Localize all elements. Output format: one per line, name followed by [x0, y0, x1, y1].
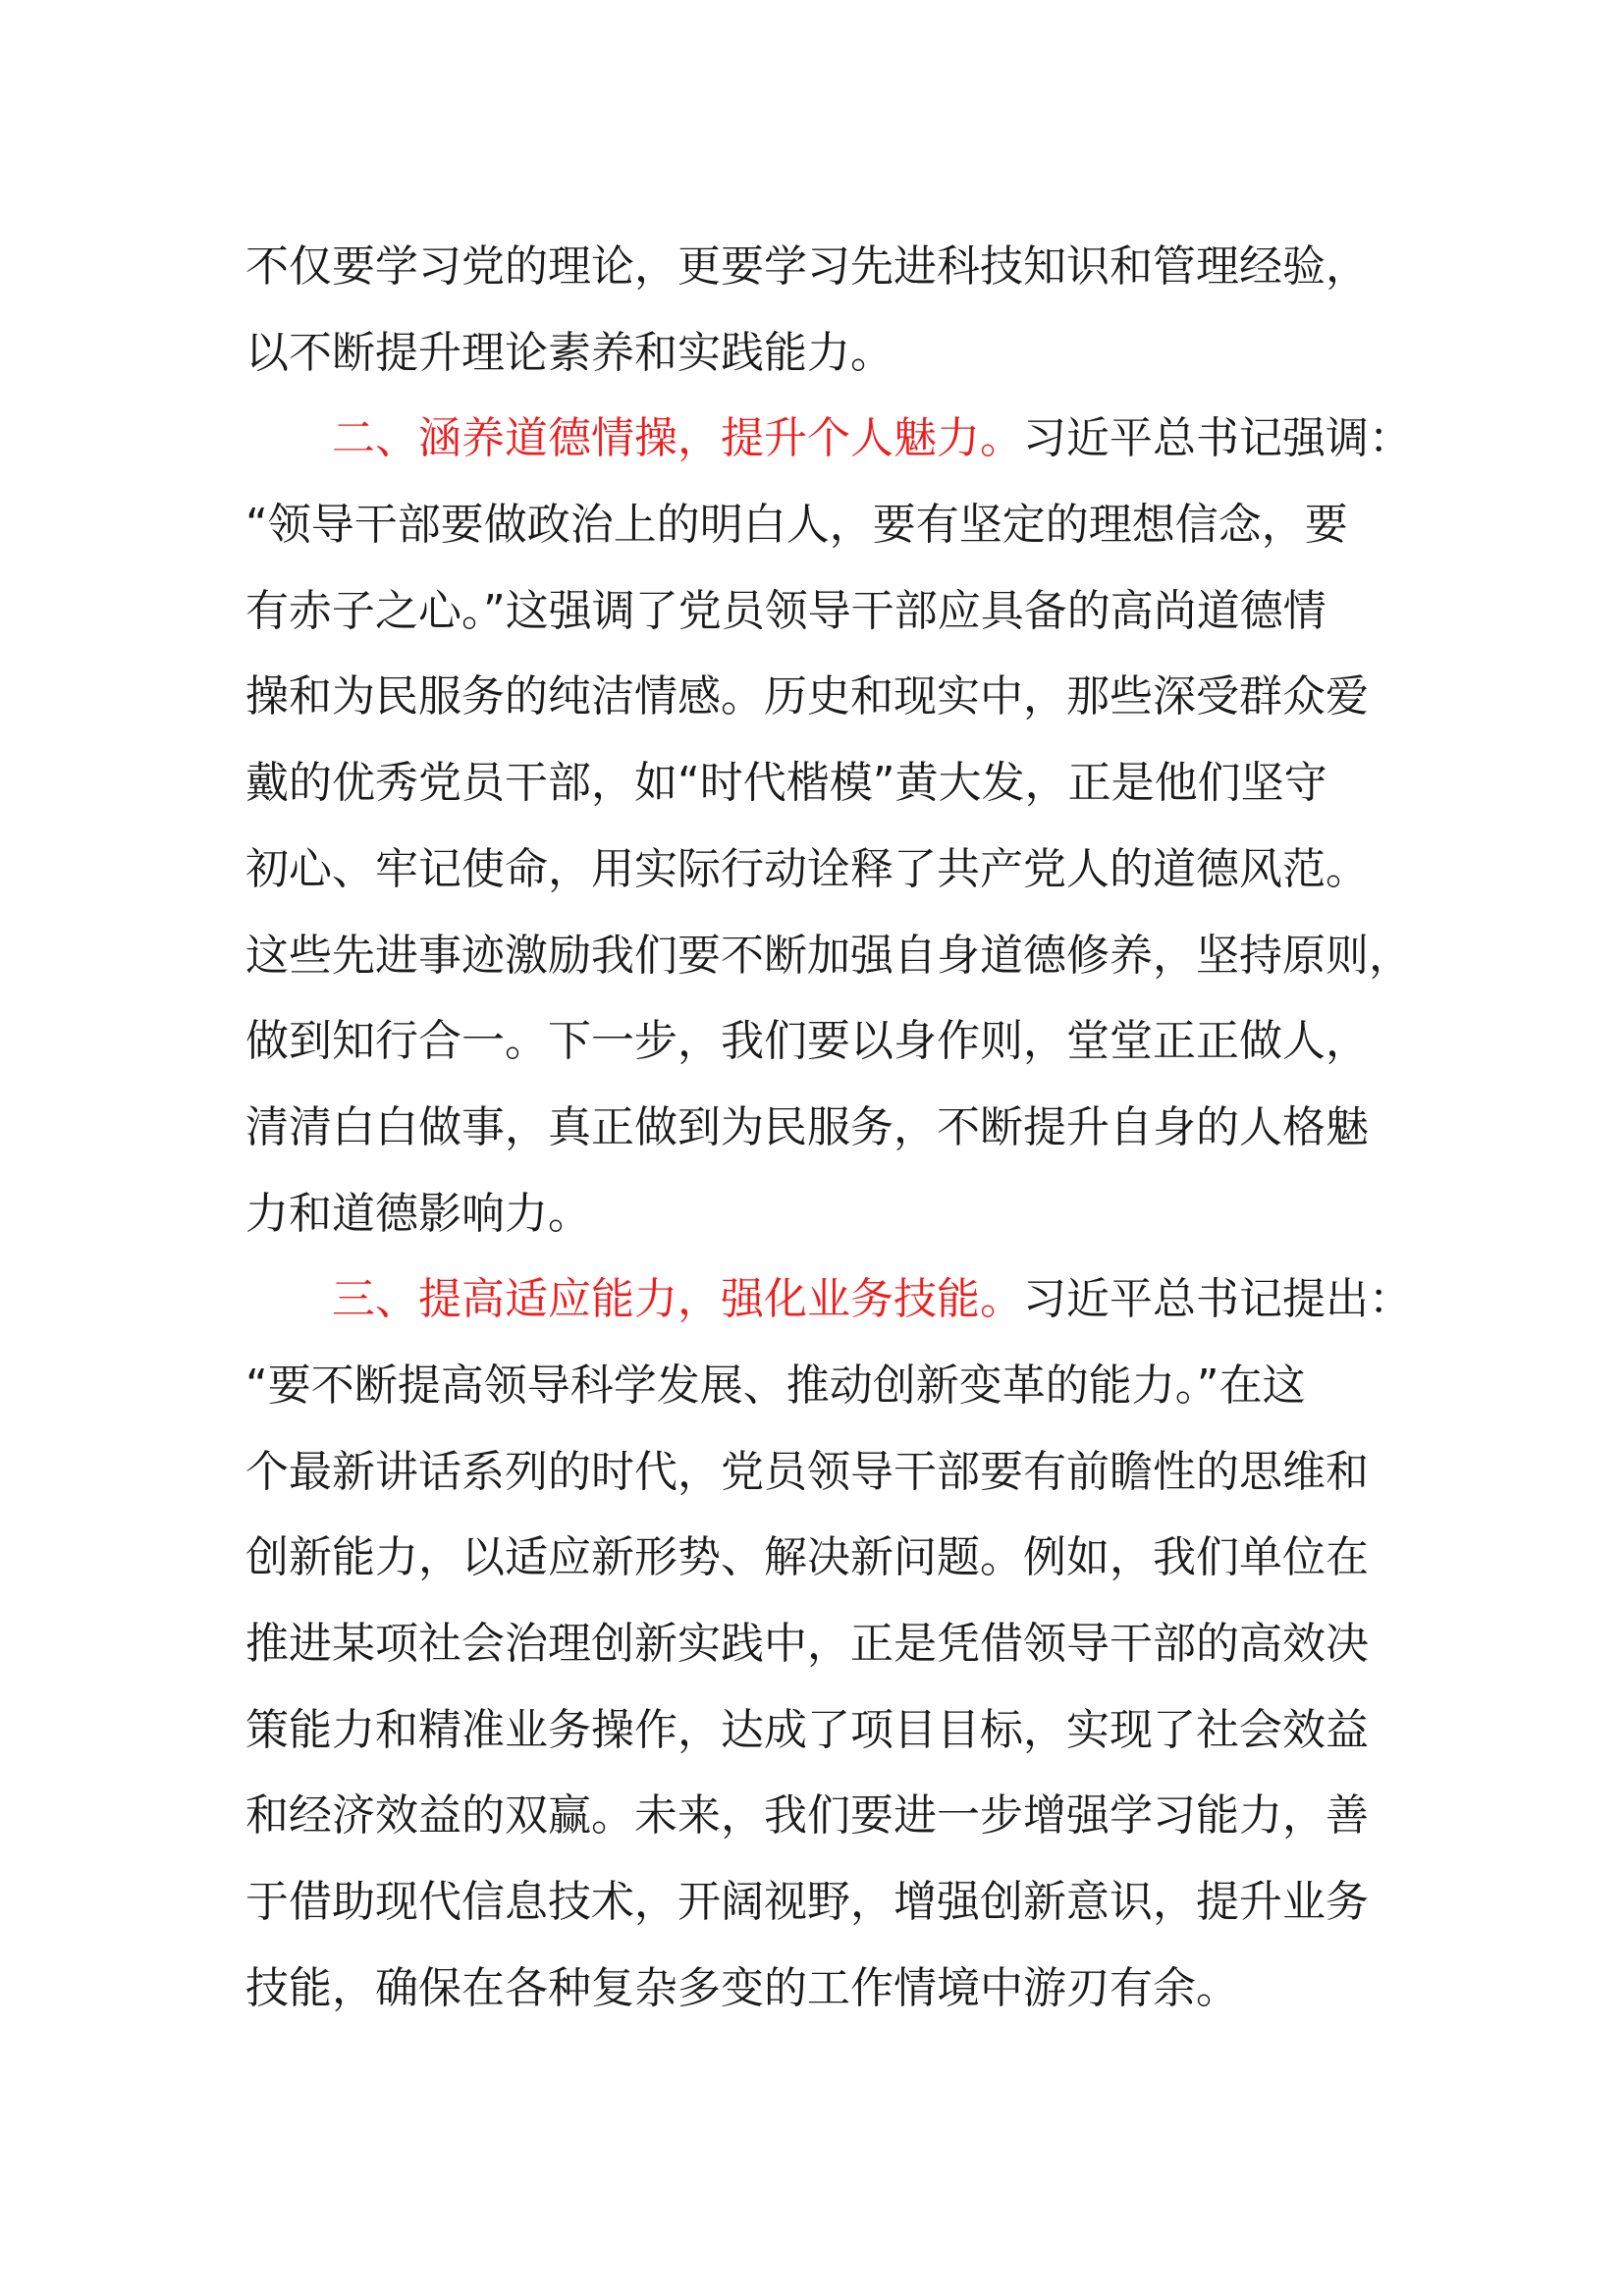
document-body — [245, 224, 1412, 2031]
text-line: 有赤子之心。”这强调了党员领导干部应具备的高尚道德情 — [245, 585, 1326, 636]
text-line: 于借助现代信息技术，开阔视野，增强创新意识，提升业务 — [245, 1877, 1369, 1928]
section-3-heading: 三、提高适应能力，强化业务技能。 — [332, 1274, 1023, 1325]
text-line: 戴的优秀党员干部，如“时代楷模”黄大发，正是他们坚守 — [245, 758, 1327, 809]
text-line: 这些先进事迹激励我们要不断加强自身道德修养，坚持原则， — [245, 930, 1412, 981]
section-2-lead: 习近平总书记强调： — [1023, 413, 1412, 464]
section-2-first-line — [245, 396, 1412, 482]
text-line: 技能，确保在各种复杂多变的工作情境中游刃有余。 — [245, 1962, 1239, 2013]
text-line: 做到知行合一。下一步，我们要以身作则，堂堂正正做人， — [245, 1016, 1369, 1067]
text-line: 以不断提升理论素养和实践能力。 — [245, 327, 893, 378]
text-line: 清清白白做事，真正做到为民服务，不断提升自身的人格魅 — [245, 1101, 1369, 1152]
text-line: 和经济效益的双赢。未来，我们要进一步增强学习能力，善 — [245, 1790, 1369, 1842]
text-line: 推进某项社会治理创新实践中，正是凭借领导干部的高效决 — [245, 1619, 1369, 1669]
section-3-lead: 习近平总书记提出： — [1023, 1274, 1412, 1325]
text-line: 不仅要学习党的理论，更要学习先进科技知识和管理经验， — [245, 241, 1369, 292]
section-3-first-line — [245, 1256, 1412, 1343]
text-line: 创新能力，以适应新形势、解决新问题。例如，我们单位在 — [245, 1532, 1369, 1583]
text-line: 操和为民服务的纯洁情感。历史和现实中，那些深受群众爱 — [245, 671, 1369, 722]
text-line: “要不断提高领导科学发展、推动创新变革的能力。”在这 — [245, 1360, 1306, 1411]
text-line: “领导干部要做政治上的明白人，要有坚定的理想信念，要 — [245, 500, 1348, 551]
text-line: 策能力和精准业务操作，达成了项目目标，实现了社会效益 — [245, 1704, 1369, 1755]
text-line: 初心、牢记使命，用实际行动诠释了共产党人的道德风范。 — [245, 843, 1369, 894]
section-2-heading: 二、涵养道德情操，提升个人魅力。 — [332, 413, 1023, 464]
text-line: 个最新讲话系列的时代，党员领导干部要有前瞻性的思维和 — [245, 1446, 1369, 1497]
text-line: 力和道德影响力。 — [245, 1188, 591, 1239]
